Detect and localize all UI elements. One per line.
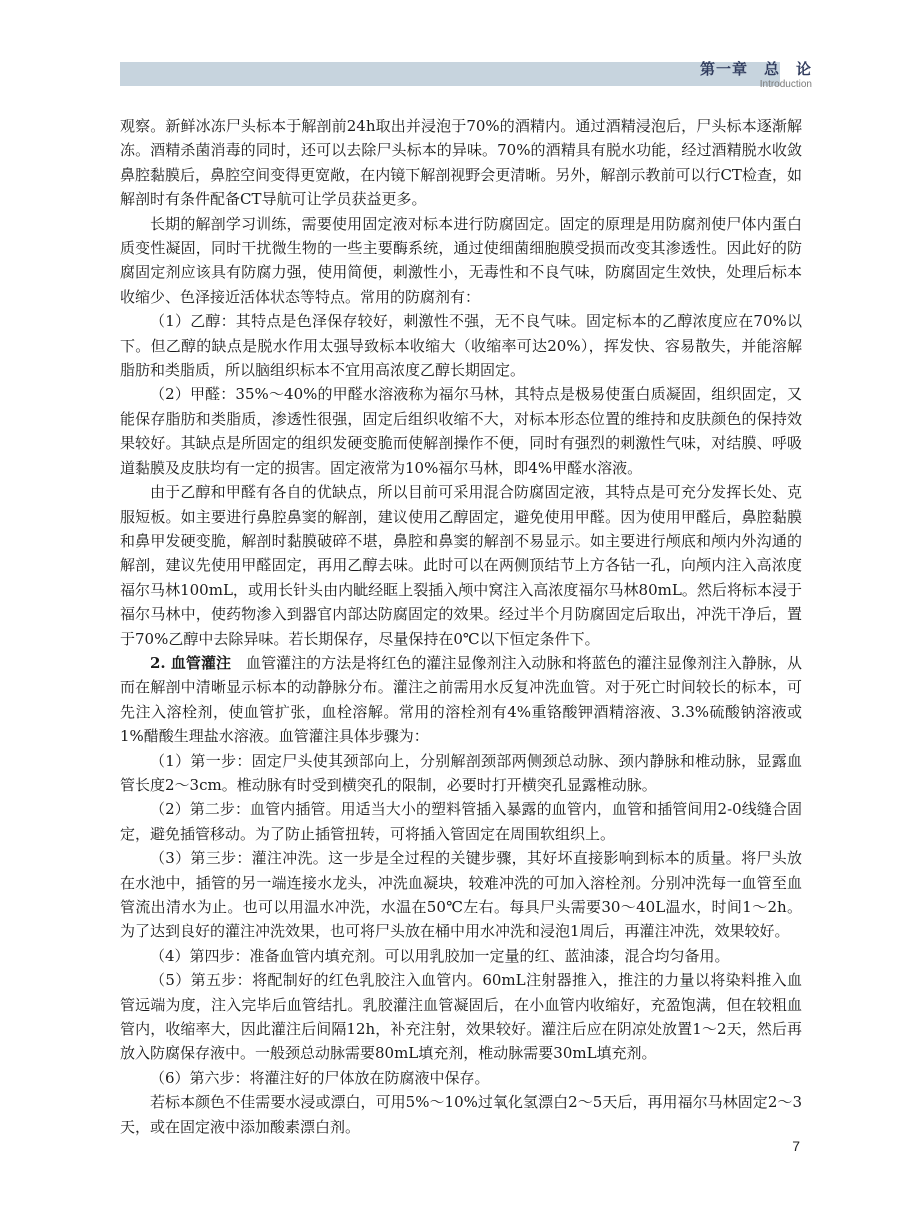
paragraph-perfusion	[120, 651, 802, 749]
section-heading: 2. 血管灌注	[150, 653, 232, 672]
paragraph-step-2: （2）第二步：血管内插管。用适当大小的塑料管插入暴露的血管内，血管和插管间用2-0线缝合固定，避免插管移动。为了防止插管扭转，可将插入管固定在周围软组织上。	[120, 800, 802, 843]
paragraph-ethanol: （1）乙醇：其特点是色泽保存较好，刺激性不强，无不良气味。固定标本的乙醇浓度应在70%以下。但乙醇的缺点是脱水作用太强导致标本收缩大（收缩率可达20%），挥发快、容易散失，并能溶解脂肪和类脂质，所以脑组织标本不宜用高浓度乙醇长期固定。	[120, 312, 802, 380]
paragraph-step-4: （4）第四步：准备血管内填充剂。可以用乳胶加一定量的红、蓝油漆，混合均匀备用。	[150, 946, 730, 965]
paragraph-fixation: 长期的解剖学习训练，需要使用固定液对标本进行防腐固定。固定的原理是用防腐剂使尸体内蛋白质变性凝固，同时干扰微生物的一些主要酶系统，通过使细菌细胞膜受损而改变其渗透性。因此好的防腐固定剂应该具有防腐力强，使用简便，刺激性小，无毒性和不良气味，防腐固定生效快，处理后标本收缩少、色泽接近活体状态等特点。常用的防腐剂有：	[120, 214, 802, 306]
paragraph-step-6: （6）第六步：将灌注好的尸体放在防腐液中保存。	[150, 1068, 490, 1087]
chapter-subtitle: Introduction	[759, 79, 812, 90]
body-text	[120, 114, 802, 1139]
page-number: 7	[792, 1138, 800, 1154]
paragraph-formaldehyde: （2）甲醛：35%～40%的甲醛水溶液称为福尔马林，其特点是极易使蛋白质凝固，组织固定，又能保存脂肪和类脂质，渗透性很强，固定后组织收缩不大，对标本形态位置的维持和皮肤颜色的保持效果较好。其缺点是所固定的组织发硬变脆而使解剖操作不便，同时有强烈的刺激性气味，对结膜、呼吸道黏膜及皮肤均有一定的损害。固定液常为10%福尔马林，即4%甲醛水溶液。	[120, 385, 802, 477]
chapter-title: 第一章 总 论	[699, 60, 812, 78]
paragraph-step-3: （3）第三步：灌注冲洗。这一步是全过程的关键步骤，其好坏直接影响到标本的质量。将尸头放在水池中，插管的另一端连接水龙头，冲洗血凝块，较难冲洗的可加入溶栓剂。分别冲洗每一血管至血管流出清水为止。也可以用温水冲洗，水温在50℃左右。每具尸头需要30～40L温水，时间1～2h。为了达到良好的灌注冲洗效果，也可将尸头放在桶中用水冲洗和浸泡1周后，再灌注冲洗，效果较好。	[120, 849, 802, 941]
paragraph-step-5: （5）第五步：将配制好的红色乳胶注入血管内。60mL注射器推入，推注的力量以将染料推入血管远端为度，注入完毕后血管结扎。乳胶灌注血管凝固后，在小血管内收缩好，充盈饱满，但在较粗血管内，收缩率大，因此灌注后间隔12h，补充注射，效果较好。灌注后应在阴凉处放置1～2天，然后再放入防腐保存液中。一般颈总动脉需要80mL填充剂，椎动脉需要30mL填充剂。	[120, 971, 802, 1063]
paragraph-intro: 观察。新鲜冰冻尸头标本于解剖前24h取出并浸泡于70%的酒精内。通过酒精浸泡后，尸头标本逐渐解冻。酒精杀菌消毒的同时，还可以去除尸头标本的异味。70%的酒精具有脱水功能，经过酒精脱水收敛鼻腔黏膜后，鼻腔空间变得更宽敞，在内镜下解剖视野会更清晰。另外，解剖示教前可以行CT检查，如解剖时有条件配备CT导航可让学员获益更多。	[120, 117, 802, 209]
paragraph-step-1: （1）第一步：固定尸头使其颈部向上，分别解剖颈部两侧颈总动脉、颈内静脉和椎动脉，显露血管长度2～3cm。椎动脉有时受到横突孔的限制，必要时打开横突孔显露椎动脉。	[120, 751, 802, 794]
section-text: 血管灌注的方法是将红色的灌注显像剂注入动脉和将蓝色的灌注显像剂注入静脉，从而在解剖中清晰显示标本的动静脉分布。灌注之前需用水反复冲洗血管。对于死亡时间较长的标本，可先注入溶栓剂，使血管扩张，血栓溶解。常用的溶栓剂有4%重铬酸钾酒精溶液、3.3%硫酸钠溶液或1%醋酸生理盐水溶液。血管灌注具体步骤为：	[120, 653, 802, 746]
paragraph-bleaching: 若标本颜色不佳需要水浸或漂白，可用5%～10%过氧化氢漂白2～5天后，再用福尔马林固定2～3天，或在固定液中添加酸素漂白剂。	[120, 1093, 802, 1136]
paragraph-mixed-fixative: 由于乙醇和甲醛有各自的优缺点，所以目前可采用混合防腐固定液，其特点是可充分发挥长处、克服短板。如主要进行鼻腔鼻窦的解剖，建议使用乙醇固定，避免使用甲醛。因为使用甲醛后，鼻腔黏膜和鼻甲发硬变脆，解剖时黏膜破碎不堪，鼻腔和鼻窦的解剖不易显示。如主要进行颅底和颅内外沟通的解剖，建议先使用甲醛固定，再用乙醇去味。此时可以在两侧顶结节上方各钻一孔，向颅内注入高浓度福尔马林100mL，或用长针头由内眦经眶上裂插入颅中窝注入高浓度福尔马林80mL。然后将标本浸于福尔马林中，使药物渗入到器官内部达防腐固定的效果。经过半个月防腐固定后取出，冲洗干净后，置于70%乙醇中去除异味。若长期保存，尽量保持在0℃以下恒定条件下。	[120, 483, 802, 648]
header-band	[120, 62, 780, 86]
